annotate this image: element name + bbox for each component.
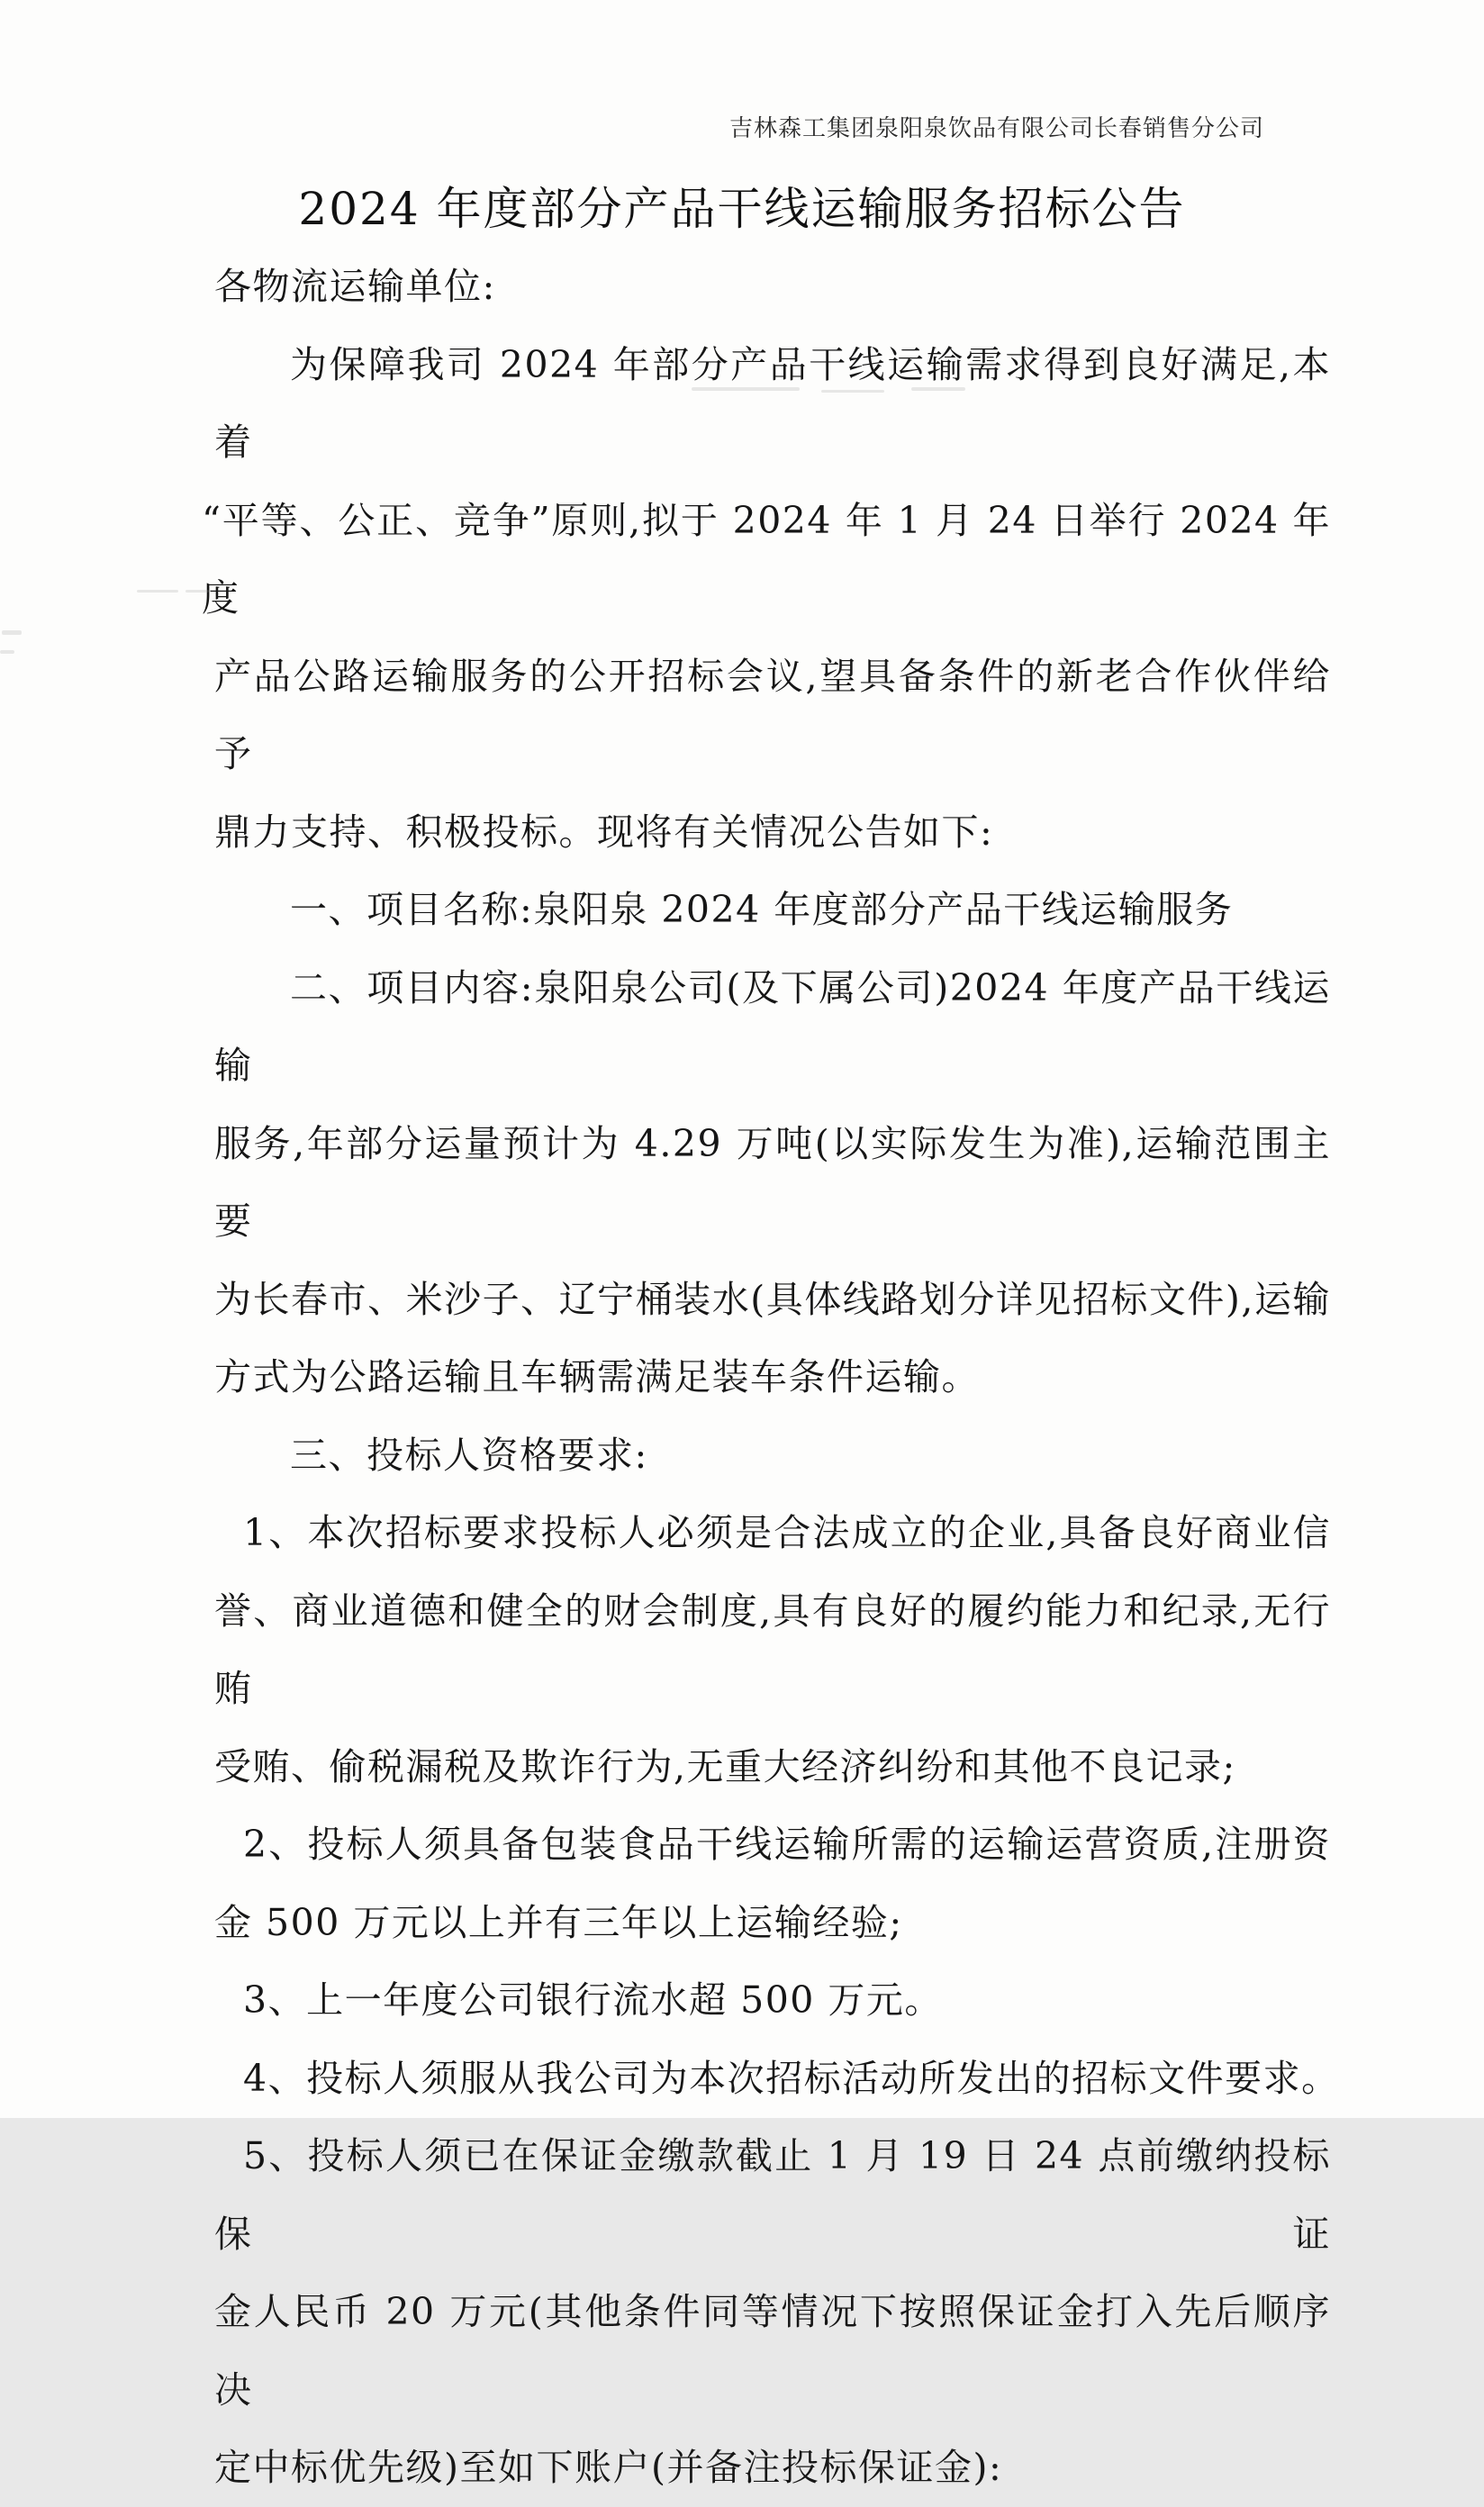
body-line: 方式为公路运输且车辆需满足装车条件运输。 <box>214 1355 980 1398</box>
company-header: 吉林森工集团泉阳泉饮品有限公司长春销售分公司 <box>728 115 1264 142</box>
scan-artifact <box>911 387 965 391</box>
body-line: 金人民币 20 万元(其他条件同等情况下按照保证金打入先后顺序决 <box>214 2290 1331 2412</box>
scan-artifact <box>0 650 14 654</box>
scan-artifact <box>186 590 209 593</box>
body-line-section-3: 三、投标人资格要求: <box>290 1433 648 1477</box>
body-line-section-1: 一、项目名称:泉阳泉 2024 年度部分产品干线运输服务 <box>290 888 1234 931</box>
body-line: 金 500 万元以上并有三年以上运输经验; <box>214 1900 903 1944</box>
body-line-item-3: 3、上一年度公司银行流水超 500 万元。 <box>243 1978 943 2022</box>
body-line: 服务,年部分运量预计为 4.29 万吨(以实际发生为准),运输范围主要 <box>214 1121 1331 1243</box>
body-line: 产品公路运输服务的公开招标会议,望具备条件的新老合作伙伴给予 <box>214 654 1331 775</box>
body-line: 鼎力支持、积极投标。现将有关情况公告如下: <box>214 810 994 854</box>
body-line-section-2: 二、项目内容:泉阳泉公司(及下属公司)2024 年度产品干线运输 <box>214 965 1331 1087</box>
body-line-item-5: 5、投标人须已在保证金缴款截止 1 月 19 日 24 点前缴纳投标保证 <box>214 2134 1331 2256</box>
body-line: “平等、公正、竞争”原则,拟于 2024 年 1 月 24 日举行 2024 年度 <box>202 498 1331 620</box>
body-line-item-4: 4、投标人须服从我公司为本次招标活动所发出的招标文件要求。 <box>243 2056 1340 2100</box>
scan-artifact <box>692 387 800 391</box>
scan-artifact <box>137 590 178 593</box>
body-line: 为保障我司 2024 年部分产品干线运输需求得到良好满足,本着 <box>214 342 1331 464</box>
body-line-item-1: 1、本次招标要求投标人必须是合法成立的企业,具备良好商业信 <box>243 1511 1331 1554</box>
document-body <box>202 248 1340 2507</box>
body-line-item-2: 2、投标人须具备包装食品干线运输所需的运输运营资质,注册资 <box>243 1823 1331 1866</box>
document-title: 2024 年度部分产品干线运输服务招标公告 <box>298 183 1186 235</box>
scan-artifact <box>2 630 22 635</box>
body-line: 受贿、偷税漏税及欺诈行为,无重大经济纠纷和其他不良记录; <box>214 1744 1236 1788</box>
body-line: 为长春市、米沙子、辽宁桶装水(具体线路划分详见招标文件),运输 <box>214 1277 1331 1321</box>
body-line: 誉、商业道德和健全的财会制度,具有良好的履约能力和纪录,无行贿 <box>214 1588 1331 1710</box>
body-line: 定中标优先级)至如下账户(并备注投标保证金): <box>214 2446 1003 2489</box>
scan-artifact <box>821 390 884 393</box>
body-line-salutation: 各物流运输单位: <box>214 265 496 308</box>
